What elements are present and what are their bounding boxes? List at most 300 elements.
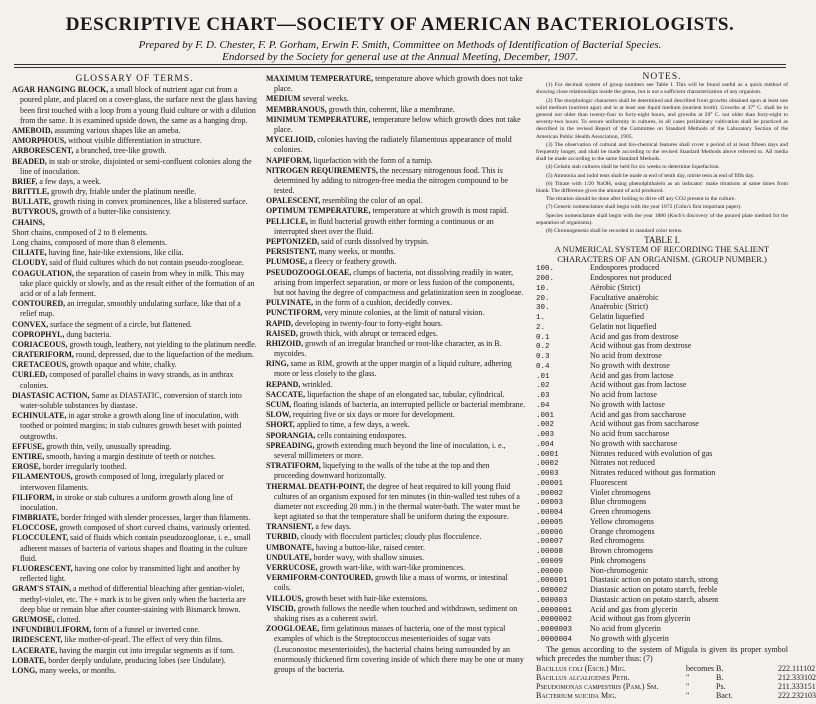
glossary-entry: [12, 187, 257, 197]
glossary-term: STRATIFORM,: [266, 461, 321, 471]
glossary-entry: [12, 615, 257, 625]
becomes-label: ": [686, 690, 690, 700]
glossary-term: DIASTASIC ACTION,: [12, 390, 90, 400]
glossary-definition: several weeks.: [300, 94, 349, 104]
glossary-definition: Long chains, composed of more than 8 elements.: [12, 238, 167, 247]
group-number: .04: [536, 401, 550, 410]
glossary-definition: growth extending much beyond the line of inoculation, i. e., several millimeters or more.: [274, 440, 506, 460]
note-paragraph: (2) The morphologic characters shall be determined and described from growths obtained upon at least one solid medium (nutrient agar) and in at least one liquid medium (nutrient broth). Growths at 37° C. shall be in general not older than twenty-four to forty-eight hours, and growths at 20° C. not older than forty-eight to seventy-two hours. To secure uniformity in cultures, in all cases preliminary cultivation shall be practiced as described in the revised Report of the Committee on Standard Methods of the Laboratory Section of the American Public Health Association, 1905.: [536, 97, 788, 140]
glossary-term: PELLICLE,: [266, 216, 308, 226]
group-number: 10.: [536, 284, 550, 293]
glossary-entry: [266, 431, 526, 441]
notes-column: [536, 72, 816, 700]
glossary-term: TURBID,: [266, 532, 299, 542]
glossary-term: SLOW,: [266, 410, 291, 420]
glossary-entry: [266, 105, 526, 115]
group-number: .0000001: [536, 606, 573, 615]
group-number: .0000002: [536, 616, 573, 625]
glossary-entry: [12, 442, 257, 452]
table-row: [536, 528, 788, 538]
table-row: [536, 381, 788, 391]
group-number: .00003: [536, 499, 564, 508]
glossary-definition: developing in twenty-four to forty-eight hours.: [292, 318, 443, 328]
glossary-term: FLOCCOSE,: [12, 523, 58, 533]
note-paragraph: (4) Gelatin stab cultures shall be held for six weeks to determine liquefaction.: [546, 164, 720, 171]
notes-list: [536, 82, 788, 235]
glossary-entry: [12, 625, 257, 635]
organism-name: Bacillus coli (Esch.) Mig.: [536, 663, 626, 673]
glossary-entry: [12, 85, 257, 126]
glossary-term: CHAINS,: [12, 217, 45, 227]
glossary-definition: clumps of bacteria, not dissolving readily in water, arising from imperfect separation, or more or less fusion of the components, but not having the degree of compactness and gelatinization seen in zoogloeae.: [274, 267, 524, 297]
glossary-definition: without visible differentiation in structure.: [66, 136, 202, 146]
glossary-term: LACERATE,: [12, 645, 58, 655]
notes-heading: NOTES.: [642, 72, 682, 82]
glossary-entry: [266, 420, 526, 430]
glossary-entry: [266, 461, 526, 481]
glossary-term: MYCELIOID,: [266, 135, 316, 145]
glossary-entry: [266, 532, 526, 542]
glossary-entry: [12, 391, 257, 411]
group-code: 211.333151: [778, 681, 816, 691]
glossary-definition: resembling the color of an opal.: [320, 196, 423, 206]
glossary-entry: [266, 74, 526, 94]
glossary-term: MEMBRANOUS,: [266, 104, 327, 114]
table-row: [536, 313, 788, 323]
group-description: Pink chromogens: [590, 555, 646, 565]
table-row: [536, 489, 788, 499]
glossary-definition: applied to time, a few days, a week.: [294, 420, 410, 430]
glossary-entry: [12, 126, 257, 136]
glossary-definition: a branched, tree-like growth.: [73, 146, 167, 156]
group-description: Non-chromogenic: [590, 565, 649, 575]
glossary-term: VERMIFORM-CONTOURED,: [266, 573, 374, 583]
glossary-definition: very minute colonies, at the limit of natural vision.: [322, 308, 485, 318]
glossary-definition: in fluid bacterial growth either forming a continuous or an interrupted sheet over the fluid.: [274, 216, 494, 236]
glossary-entry: [266, 166, 526, 197]
group-number: .002: [536, 421, 555, 430]
glossary-definition: in the form of a cushion, decidedly convex.: [313, 298, 453, 308]
becomes-label: ": [686, 681, 690, 691]
group-description: Nitrates reduced with evolution of gas: [590, 448, 713, 458]
group-number: .0000003: [536, 626, 573, 635]
glossary-entry: [266, 390, 526, 400]
glossary-term: PUNCTIFORM,: [266, 308, 323, 318]
group-number: .000001: [536, 577, 568, 586]
group-number: 0.3: [536, 353, 550, 362]
glossary-definition: composed of parallel chains in wavy strands, as in anthrax colonies.: [20, 370, 234, 390]
glossary-entry: [12, 320, 257, 330]
glossary-definition: liquefaction the shape of an elongated sac, tubular, cylindrical.: [305, 389, 505, 399]
glossary-entry: [266, 156, 526, 166]
group-number: .00008: [536, 548, 564, 557]
group-number: .0003: [536, 470, 559, 479]
glossary-definition: said of fluid cultures which do not contain pseudo-zoogloeae.: [47, 258, 244, 268]
glossary-term: CLOUDY,: [12, 258, 48, 268]
glossary-term: COAGULATION,: [12, 268, 74, 278]
group-number: .0002: [536, 460, 559, 469]
note-paragraph: (8) Chromogenesis shall be recorded in standard color terms.: [546, 228, 683, 235]
glossary-term: FLOCCULENT,: [12, 533, 69, 543]
glossary-entry: [266, 308, 526, 318]
glossary-term: PULVINATE,: [266, 298, 314, 308]
group-number: .003: [536, 431, 555, 440]
becomes-label: becomes: [686, 663, 714, 673]
group-description: Acid without gas from glycerin: [590, 614, 691, 624]
group-number: .00002: [536, 489, 564, 498]
glossary-term: SACCATE,: [266, 389, 306, 399]
glossary-definition: growth of a butter-like consistency.: [57, 207, 172, 217]
group-description: No growth with lactose: [590, 399, 665, 409]
glossary-entry: [12, 360, 257, 370]
glossary-entry: [12, 666, 257, 676]
glossary-term: INFUNDIBULIFORM,: [12, 625, 92, 635]
glossary-entry: [12, 493, 257, 513]
glossary-entry: [12, 370, 257, 390]
group-description: Aërobic (Strict): [590, 282, 641, 292]
group-description: Brown chromogens: [590, 546, 653, 556]
glossary-term: ENTIRE,: [12, 451, 45, 461]
glossary-entry: [12, 584, 257, 615]
group-number: .000003: [536, 596, 568, 605]
note-paragraph: (3) The observation of cultural and bio-chemical features shall cover a period of at least fifteen days and frequently longer, and shall be made according to the revised Standard Methods above referred to. All media shall be made according to the same Standard Methods.: [536, 141, 788, 163]
glossary-definition: growth composed of long, irregularly placed or interwoven filaments.: [20, 472, 224, 492]
note-paragraph: (7) Generic nomenclature shall begin with the year 1872 (Cohn's first important paper).: [546, 204, 742, 211]
glossary-definition: growth like a mass of worms, or intestinal coils.: [274, 573, 508, 593]
glossary-term: VILLOUS,: [266, 593, 304, 603]
group-description: Gelatin not liquefied: [590, 321, 657, 331]
glossary-entry: [12, 330, 257, 340]
glossary-term: CILIATE,: [12, 248, 47, 258]
glossary-term: FILAMENTOUS,: [12, 472, 73, 482]
group-number: .000002: [536, 587, 568, 596]
glossary-definition: in agar stroke a growth along line of inoculation, with toothed or pointed margins; in stab cultures growth beset with pointed outgrowths.: [20, 411, 242, 441]
glossary-term: PLUMOSE,: [266, 257, 307, 267]
glossary-definition: an irregular, smoothly undulating surface, like that of a relief map.: [20, 299, 241, 319]
glossary-definition: having a button-like, raised center.: [313, 542, 425, 552]
glossary-definition: growth wart-like, with wart-like prominences.: [317, 563, 465, 572]
glossary-entry: [12, 146, 257, 156]
group-number: 2.: [536, 323, 546, 332]
glossary-definition: smooth, having a margin destitute of teeth or notches.: [44, 451, 216, 461]
glossary-definition: growth tough, leathery, not yielding to the platinum needle.: [67, 339, 257, 349]
glossary-definition: growth of an irregular branched or root-like character, as in B. mycoides.: [274, 338, 502, 359]
group-description: No growth with saccharose: [590, 438, 678, 448]
table-row: [536, 537, 788, 547]
glossary-entry: [266, 380, 526, 390]
table-title: TABLE I.: [644, 235, 680, 246]
glossary-term: SPORANGIA,: [266, 430, 316, 440]
group-number: .004: [536, 440, 555, 449]
glossary-term: CRETACEOUS,: [12, 360, 69, 370]
glossary-definition: border wavy, with shallow sinuses.: [311, 552, 425, 562]
glossary-term: BRIEF,: [12, 176, 38, 186]
example-row: [536, 681, 816, 691]
glossary-definition: temperature above which growth does not take place.: [274, 74, 523, 94]
glossary-definition: growth follows the needle when touched and withdrawn, sediment on shaking rises as a coherent swirl.: [274, 603, 518, 623]
glossary-term: PEPTONIZED,: [266, 237, 320, 246]
glossary-term: RAPID,: [266, 318, 293, 328]
group-description: Red chromogens: [590, 536, 644, 546]
group-number: .00009: [536, 557, 564, 566]
table-row: [536, 547, 788, 557]
glossary-term: ARBORESCENT,: [12, 146, 74, 156]
glossary-term: THERMAL DEATH-POINT,: [266, 481, 365, 491]
glossary-entry: [12, 228, 257, 238]
group-description: Diastasic action on potato starch, feeble: [590, 585, 718, 595]
glossary-term: AMORPHOUS,: [12, 136, 67, 146]
group-code: 222.232103: [778, 690, 816, 700]
table-row: [536, 615, 788, 625]
group-description: Gelatin liquefied: [590, 312, 644, 322]
group-description: Diastasic action on potato starch, strong: [590, 575, 718, 585]
glossary-definition: like mother-of-pearl. The effect of very thin films.: [62, 635, 223, 645]
group-description: Acid and gas from glycerin: [590, 604, 678, 614]
group-description: No acid from lactose: [590, 390, 657, 400]
glossary-definition: same as RIM, growth at the upper margin of a liquid culture, adhering more or less closely to the glass.: [274, 359, 512, 379]
note-paragraph: (6) Titrate with 1/20 NaOH, using phenolphthalein as an indicator: make titrations at same times from blank. The difference gives the amount of acid produced.: [536, 180, 788, 195]
glossary-term: SCUM,: [266, 400, 292, 409]
glossary-entry: [12, 452, 257, 462]
glossary-term: BUTYROUS,: [12, 207, 58, 217]
table-row: [536, 479, 788, 489]
group-number: .01: [536, 372, 550, 381]
glossary-definition: Same as DIASTATIC, conversion of starch into water-soluble substances by diastase.: [20, 390, 242, 410]
glossary-term: CONVEX,: [12, 319, 49, 329]
header-rule-top: [14, 64, 786, 65]
glossary-definition: the degree of heat required to kill young fluid cultures of an organism exposed for ten minutes (in thin-walled test tubes of a diameter not exceeding 20 mm.) in the thermal water-bath. The water must be kept agitated so that the temperature shall be uniform during the exposure.: [274, 481, 520, 522]
glossary-term: ECHINULATE,: [12, 411, 67, 421]
glossary-definition: dung bacteria.: [64, 329, 112, 339]
glossary-entry: [266, 257, 526, 267]
glossary-entry: [266, 604, 526, 624]
glossary-definition: border deeply undulate, producing lobes (see Undulate).: [46, 655, 226, 665]
glossary-definition: a few days.: [313, 522, 352, 532]
glossary-definition: form of a funnel or inverted cone.: [91, 625, 200, 635]
group-number: .00001: [536, 479, 564, 488]
group-description: No growth with glycerin: [590, 633, 669, 643]
glossary-column-1: [12, 74, 257, 700]
genus-code: Bact.: [716, 690, 733, 700]
glossary-entry: [266, 400, 526, 410]
glossary-definition: the separation of casein from whey in milk. This may take place quickly or slowly, and as the result either of the formation of an acid or of a lab ferment.: [20, 268, 255, 298]
glossary-term: CURLED,: [12, 370, 48, 380]
group-description: Violet chromogens: [590, 487, 651, 497]
group-code: 222.111102: [778, 663, 816, 673]
chart-title: DESCRIPTIVE CHART—SOCIETY OF AMERICAN BACTERIOLOGISTS.: [65, 14, 735, 35]
group-description: Facultative anaërobic: [590, 292, 659, 302]
glossary-definition: a fleecy or feathery growth.: [307, 257, 397, 267]
glossary-definition: requiring five or six days or more for development.: [290, 410, 455, 420]
glossary-term: EFFUSE,: [12, 441, 45, 451]
glossary-entry: [266, 573, 526, 593]
glossary-definition: growth beset with hair-like extensions.: [303, 593, 428, 603]
example-row: [536, 672, 816, 682]
glossary-definition: temperature below which growth does not take place.: [274, 114, 521, 134]
glossary-term: COPROPHYL,: [12, 329, 65, 339]
glossary-term: LONG,: [12, 665, 38, 675]
glossary-entry: [266, 563, 526, 573]
group-number: 100.: [536, 265, 555, 274]
glossary-term: CRATERIFORM,: [12, 350, 74, 360]
glossary-definition: growth thin, veily, unusually spreading.: [44, 441, 172, 451]
glossary-definition: firm gelatinous masses of bacteria, one of the most typical examples of which is the Streptococcus mesenterioides of sugar vats (Leuconostoc mesenterioides), the bacterial chains being surrounded by an enormously thickened firm covering inside of which there may be one or many groups of the bacteria.: [274, 624, 524, 674]
glossary-definition: said of fluids which contain pseudozoogloeae, i. e., small adherent masses of bacteria of various shapes and floating in the culture fluid.: [20, 533, 251, 563]
glossary-definition: colonies having the radiately filamentous appearance of mold colonies.: [274, 135, 512, 155]
glossary-entry: [12, 656, 257, 666]
glossary-entry: [12, 564, 257, 584]
glossary-entry: [12, 523, 257, 533]
glossary-term: CONTOURED,: [12, 299, 66, 309]
glossary-entry: [266, 624, 526, 675]
group-number: 200.: [536, 275, 555, 284]
glossary-definition: growth opaque and white, chalky.: [68, 360, 177, 370]
glossary-term: RAISED,: [266, 328, 298, 338]
example-row: [536, 690, 816, 700]
group-description: Blue chromogens: [590, 497, 647, 507]
glossary-term: AMEBOID,: [12, 125, 53, 135]
glossary-term: UNDULATE,: [266, 552, 312, 562]
glossary-term: GRUMOSE,: [12, 614, 55, 624]
group-number: 20.: [536, 294, 550, 303]
group-description: Acid without gas from dextrose: [590, 341, 692, 351]
glossary-term: MINIMUM TEMPERATURE,: [266, 114, 371, 124]
group-description: Acid and gas from dextrose: [590, 331, 679, 341]
table-row: [536, 557, 788, 567]
glossary-definition: in stab or stroke, disjointed or semi-confluent colonies along the line of inoculation.: [20, 156, 252, 176]
glossary-term: UMBONATE,: [266, 542, 314, 552]
table-row: [536, 469, 788, 479]
glossary-definition: growth composed of short curved chains, variously oriented.: [57, 523, 251, 533]
group-number: .03: [536, 392, 550, 401]
glossary-definition: growth rising in convex prominences, like a blistered surface.: [51, 197, 248, 207]
glossary-definition: surface the segment of a circle, but flattened.: [48, 319, 192, 329]
glossary-definition: assuming various shapes like an ameba.: [52, 125, 181, 135]
table-row: [536, 518, 788, 528]
group-description: No growth with dextrose: [590, 360, 670, 370]
glossary-definition: wrinkled.: [300, 379, 333, 389]
genus-code: B.: [716, 663, 724, 673]
glossary-entry: [12, 646, 257, 656]
glossary-entry: [266, 410, 526, 420]
glossary-entry: [266, 329, 526, 339]
glossary-entry: [12, 513, 257, 523]
glossary-definition: a few days, a week.: [37, 176, 102, 186]
glossary-definition: many weeks, or months.: [316, 247, 396, 257]
glossary-definition: growth dry, friable under the platinum needle.: [49, 187, 197, 197]
glossary-definition: clotted.: [54, 614, 81, 624]
glossary-definition: having the margin cut into irregular segments as if torn.: [57, 645, 235, 655]
group-description: Acid without gas from lactose: [590, 380, 687, 390]
genus-code: B.: [716, 672, 724, 682]
glossary-definition: liquefying to the walls of the tube at the top and then proceeding downward horizontally.: [274, 461, 490, 481]
table-row: [536, 294, 788, 304]
glossary-definition: temperature at which growth is most rapid.: [370, 206, 509, 216]
note-paragraph: Species nomenclature shall begin with the year 1880 (Koch's discovery of the poured plate method for the separation of organisms).: [536, 212, 788, 226]
chart-subtitle: [0, 39, 800, 63]
glossary-term: RING,: [266, 359, 289, 369]
group-description: Endospores not produced: [590, 273, 672, 283]
glossary-entry: [12, 299, 257, 319]
glossary-term: REPAND,: [266, 379, 301, 389]
glossary-entry: [266, 237, 526, 247]
glossary-term: LOBATE,: [12, 655, 47, 665]
glossary-term: FLUORESCENT,: [12, 564, 73, 573]
group-number-table: [536, 264, 788, 644]
glossary-entry: [266, 359, 526, 379]
glossary-definition: cloudy with flocculent particles; cloudy plus flocculence.: [298, 532, 482, 542]
glossary-definition: border fringed with slender processes, larger than filaments.: [58, 513, 251, 523]
table-row: [536, 303, 788, 313]
glossary-entry: [266, 553, 526, 563]
glossary-term: GRAM'S STAIN,: [12, 584, 72, 594]
group-description: Yellow chromogens: [590, 516, 654, 526]
group-number: .00007: [536, 538, 564, 547]
glossary-entry: [12, 177, 257, 187]
glossary-entry: [266, 206, 526, 216]
glossary-definition: round, depressed, due to the liquefaction of the medium.: [73, 350, 255, 360]
table-row: [536, 498, 788, 508]
glossary-definition: growth thin, coherent, like a membrane.: [326, 104, 455, 114]
group-description: Nitrates reduced without gas formation: [590, 468, 716, 478]
glossary-entry: [12, 136, 257, 146]
glossary-term: BULLATE,: [12, 197, 52, 207]
glossary-entry: [12, 269, 257, 300]
glossary-term: RHIZOID,: [266, 338, 304, 348]
glossary-definition: having one color by transmitted light and another by reflected light.: [20, 564, 241, 584]
glossary-term: SPREADING,: [266, 440, 315, 450]
glossary-definition: Short chains, composed of 2 to 8 elements.: [12, 227, 148, 237]
glossary-entry: [12, 248, 257, 258]
glossary-entry: [266, 543, 526, 553]
glossary-entry: [266, 196, 526, 206]
glossary-entry: [12, 340, 257, 350]
glossary-entry: [266, 298, 526, 308]
glossary-definition: cells containing endospores.: [315, 430, 407, 440]
genus-code: Ps.: [716, 681, 726, 691]
group-number: 0.1: [536, 333, 550, 342]
glossary-definition: many weeks, or months.: [37, 665, 117, 675]
glossary-entry: [266, 247, 526, 257]
glossary-term: SHORT,: [266, 420, 295, 430]
glossary-entry: [266, 441, 526, 461]
glossary-term: PERSISTENT,: [266, 247, 317, 257]
group-number: 30.: [536, 304, 550, 313]
table-subtitle: A NUMERICAL SYSTEM OF RECORDING THE SALIENT CHARACTERS OF AN ORGANISM. (GROUP NUMBER.): [554, 244, 770, 265]
glossary-entry: [12, 258, 257, 268]
glossary-entry: [266, 594, 526, 604]
header-rule-bottom: [14, 67, 786, 68]
group-description: Fluorescent: [590, 477, 628, 487]
glossary-list-2: [266, 74, 526, 675]
glossary-term: MAXIMUM TEMPERATURE,: [266, 74, 374, 83]
organism-name: Bacillus alcaligenes Petr.: [536, 672, 630, 682]
table-row: [536, 635, 788, 645]
glossary-definition: having fine, hair-like extensions, like cilia.: [46, 248, 184, 258]
glossary-term: VERRUCOSE,: [266, 563, 318, 572]
glossary-term: ZOOGLOEAE,: [266, 624, 320, 634]
example-list: [536, 663, 816, 700]
glossary-term: NAPIFORM,: [266, 155, 312, 165]
glossary-term: TRANSIENT,: [266, 522, 314, 532]
glossary-definition: border irregularly toothed.: [40, 462, 127, 472]
glossary-term: EROSE,: [12, 462, 41, 472]
glossary-entry: [12, 533, 257, 564]
table-row: [536, 342, 788, 352]
note-paragraph: The titration should be done after boiling to drive off any CO2 present in the culture.: [546, 196, 736, 203]
glossary-term: OPALESCENT,: [266, 196, 321, 206]
group-description: Endospores produced: [590, 263, 660, 273]
